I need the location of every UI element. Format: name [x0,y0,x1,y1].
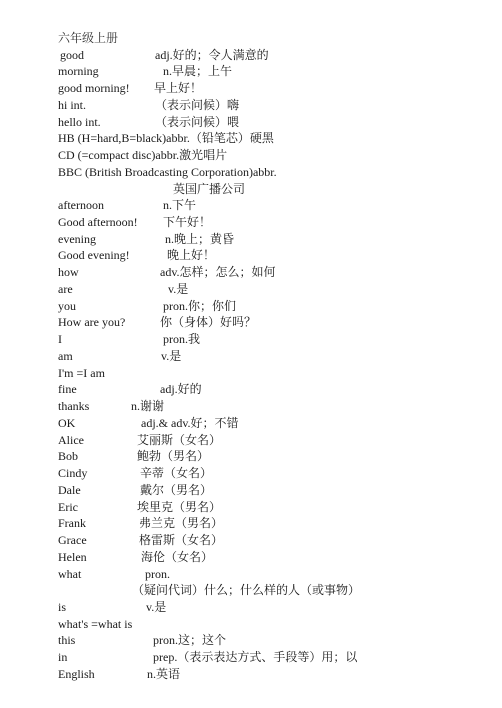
vocab-row [0,247,502,263]
vocab-row [0,499,502,515]
vocab-row [0,281,502,297]
entry-word: Helen [58,550,87,564]
entry-definition: n.英语 [147,667,181,681]
vocab-row [0,63,502,79]
entry-word: BBC (British Broadcasting Corporation)abbr. [58,165,277,179]
entry-definition: n.下午 [163,198,197,212]
vocab-row [0,331,502,347]
vocab-row [0,264,502,280]
entry-word: I'm =I am [58,366,105,380]
entry-word: CD (=compact disc)abbr.激光唱片 [58,148,228,162]
vocab-row [0,181,502,197]
entry-word: OK [58,416,76,430]
vocab-row [0,231,502,247]
entry-word: thanks [58,399,90,413]
entry-definition: pron. [145,567,170,581]
entry-word: How are you? [58,315,126,329]
vocab-row [0,147,502,163]
entry-word: Grace [58,533,87,547]
entry-definition: 英国广播公司 [173,182,246,196]
vocab-row [0,649,502,665]
entry-word: good [60,48,84,62]
entry-definition: 戴尔（男名） [140,483,213,497]
entry-definition: 辛蒂（女名） [140,466,213,480]
entry-definition: 晚上好！ [167,248,216,262]
vocab-row [0,448,502,464]
entry-definition: v.是 [168,282,189,296]
entry-definition: pron.我 [163,332,200,346]
vocab-row [0,415,502,431]
entry-word: hello int. [58,115,101,129]
entry-definition: n.晚上；黄昏 [165,232,235,246]
entry-definition: 海伦（女名） [141,550,214,564]
vocab-row [0,164,502,180]
vocab-row [0,616,502,632]
vocab-row [0,130,502,146]
entry-word: you [58,299,76,313]
vocab-row [0,214,502,230]
entry-definition: 艾丽斯（女名） [137,433,222,447]
vocab-row [0,47,502,63]
vocab-row [0,381,502,397]
vocab-row [0,432,502,448]
entry-word: hi int. [58,98,87,112]
vocab-row [0,632,502,648]
entry-definition: 下午好！ [163,215,212,229]
entry-definition: pron.你；你们 [163,299,236,313]
vocab-row [0,298,502,314]
vocab-row [0,566,502,582]
entry-word: afternoon [58,198,104,212]
entry-definition: （表示问候）喂 [155,115,240,129]
entry-definition: 弗兰克（男名） [139,516,224,530]
entry-word: good morning! [58,81,130,95]
entry-definition: adj.好的 [160,382,202,396]
entry-word: Frank [58,516,86,530]
entry-definition: 埃里克（男名） [137,500,222,514]
entry-word: HB (H=hard,B=black)abbr.（铅笔芯）硬黑 [58,131,274,145]
entry-word: am [58,349,73,363]
entry-word: how [58,265,79,279]
vocab-row [0,666,502,682]
entry-word: I [58,332,62,346]
vocab-row [0,532,502,548]
entry-word: this [58,633,76,647]
entry-word: are [58,282,73,296]
entry-definition: 早上好！ [154,81,203,95]
entry-word: English [58,667,95,681]
entry-definition: n.早晨；上午 [163,64,233,78]
entry-definition: 格雷斯（女名） [139,533,224,547]
vocab-row [0,365,502,381]
vocab-row [0,515,502,531]
entry-word: in [58,650,68,664]
vocab-row [0,599,502,615]
entry-word: is [58,600,67,614]
entry-word: Eric [58,500,78,514]
entry-word: what [58,567,82,581]
vocab-row [0,482,502,498]
vocab-row [0,582,502,598]
entry-word: Good evening! [58,248,130,262]
entry-definition: 你（身体）好吗？ [160,315,257,329]
entry-word: Cindy [58,466,88,480]
entry-definition: （表示问候）嗨 [155,98,240,112]
entry-word: Alice [58,433,84,447]
vocab-row [0,114,502,130]
entry-definition: adj.好的；令人满意的 [155,48,269,62]
entry-word: Good afternoon! [58,215,138,229]
entry-definition: n.谢谢 [131,399,165,413]
entry-definition: （疑问代词）什么；什么样的人（或事物） [132,583,361,597]
entry-definition: adj.& adv.好；不错 [141,416,239,430]
entry-definition: v.是 [161,349,182,363]
vocab-row [0,348,502,364]
vocab-row [0,549,502,565]
entry-word: morning [58,64,99,78]
entry-word: Bob [58,449,79,463]
entry-definition: v.是 [146,600,167,614]
vocab-row [0,465,502,481]
entry-definition: adv.怎样；怎么；如何 [160,265,276,279]
entry-definition: 鲍勃（男名） [137,449,210,463]
page-title: 六年级上册 [58,31,119,45]
vocab-row [0,97,502,113]
entry-word: fine [58,382,77,396]
vocab-row [0,398,502,414]
vocab-row [0,80,502,96]
entry-word: evening [58,232,96,246]
entry-word: what's =what is [58,617,133,631]
entry-word: Dale [58,483,81,497]
vocab-row [0,314,502,330]
vocab-row [0,197,502,213]
entry-definition: pron.这；这个 [153,633,226,647]
entry-definition: prep.（表示表达方式、手段等）用；以 [153,650,358,664]
